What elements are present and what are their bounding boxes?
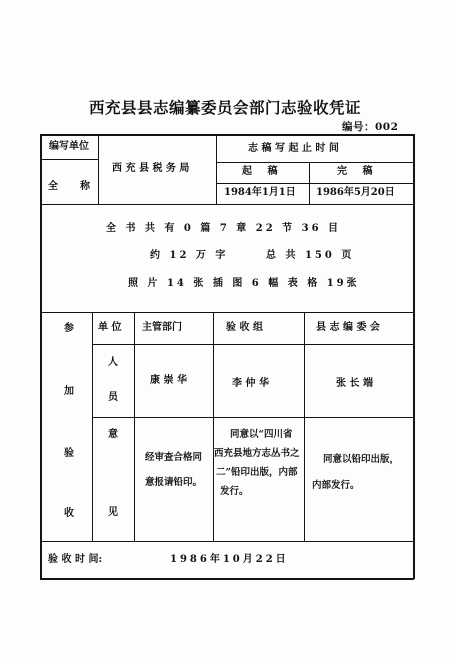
acceptance-date: 1986年10月22日: [170, 554, 289, 565]
compiling-unit-label: 编写单位: [49, 141, 89, 152]
frame-right-border: [413, 134, 415, 579]
column-header-rule: [92, 344, 413, 345]
time-labels-rule: [216, 183, 413, 184]
unit-time-divider: [216, 134, 217, 204]
unit-label-split: [40, 159, 98, 160]
personnel-label-2: 员: [108, 392, 118, 403]
end-date: 1986年5月20日: [316, 187, 395, 198]
side-label-divider: [92, 312, 93, 541]
end-draft-label: 完 稿: [337, 166, 379, 177]
document-title: 西充县县志编纂委员会部门志验收凭证: [88, 98, 361, 117]
dept-opinion-line-1: 经审查合格同: [145, 452, 203, 463]
header-bottom-rule: [40, 204, 414, 205]
full-name-label-2: 称: [80, 181, 90, 192]
summary-structure: 全 书 共 有 0 篇 7 章 22 节 36 目: [106, 223, 342, 234]
personnel-label-1: 人: [108, 357, 118, 368]
personnel-bottom-rule: [92, 417, 413, 418]
frame-left-border: [40, 134, 42, 579]
document-number: 编号：002: [342, 121, 399, 133]
full-name-label-1: 全: [48, 181, 58, 192]
committee-opinion-line-2: 内部发行。: [312, 480, 360, 491]
unit-column-divider: [134, 312, 135, 541]
opinion-label-1: 意: [108, 429, 118, 440]
dept-column-divider: [213, 312, 214, 541]
acceptance-time-label: 验 收 时 间:: [48, 554, 103, 565]
committee-column-header: 县 志 编 委 会: [316, 322, 380, 333]
group-opinion-line-2: 西充县地方志丛书之: [214, 448, 300, 459]
side-label-char-2: 加: [64, 386, 74, 397]
time-header-rule: [216, 162, 413, 163]
group-opinion-line-3: 二”铅印出版，内部: [216, 467, 298, 478]
summary-page-count: 总 共 150 页: [266, 250, 355, 261]
unit-column-header: 单 位: [98, 322, 122, 333]
summary-illustrations: 照 片 14 张 插 图 6 幅 表 格 19张: [128, 278, 360, 289]
participants-bottom-rule: [40, 541, 414, 542]
start-draft-label: 起 稿: [242, 166, 284, 177]
group-opinion-line-1: 同意以“四川省: [230, 429, 293, 440]
unit-label-divider: [98, 134, 99, 204]
side-label-char-4: 收: [64, 508, 74, 519]
side-label-char-3: 验: [64, 448, 74, 459]
side-label-char-1: 参: [64, 323, 74, 334]
group-personnel: 李 仲 华: [232, 378, 269, 389]
compiling-unit-name: 西 充 县 税 务 局: [112, 163, 190, 174]
time-range-header: 志 稿 写 起 止 时 间: [248, 143, 339, 154]
dept-column-header: 主管部门: [142, 322, 182, 333]
dept-personnel: 康 崇 华: [150, 375, 187, 386]
committee-opinion-line-1: 同意以铅印出版，: [323, 454, 400, 465]
group-opinion-line-4: 发行。: [220, 486, 249, 497]
frame-bottom-border: [40, 578, 414, 580]
frame-top-border: [40, 134, 414, 136]
opinion-label-2: 见: [108, 507, 118, 518]
start-date: 1984年1月1日: [224, 187, 296, 198]
start-end-divider: [309, 162, 310, 204]
summary-word-count: 约 12 万 字: [150, 250, 229, 261]
group-column-divider: [304, 312, 305, 541]
committee-personnel: 张 长 端: [336, 378, 373, 389]
group-column-header: 验 收 组: [226, 322, 263, 333]
summary-bottom-rule: [40, 312, 414, 313]
dept-opinion-line-2: 意报请铅印。: [145, 477, 203, 488]
